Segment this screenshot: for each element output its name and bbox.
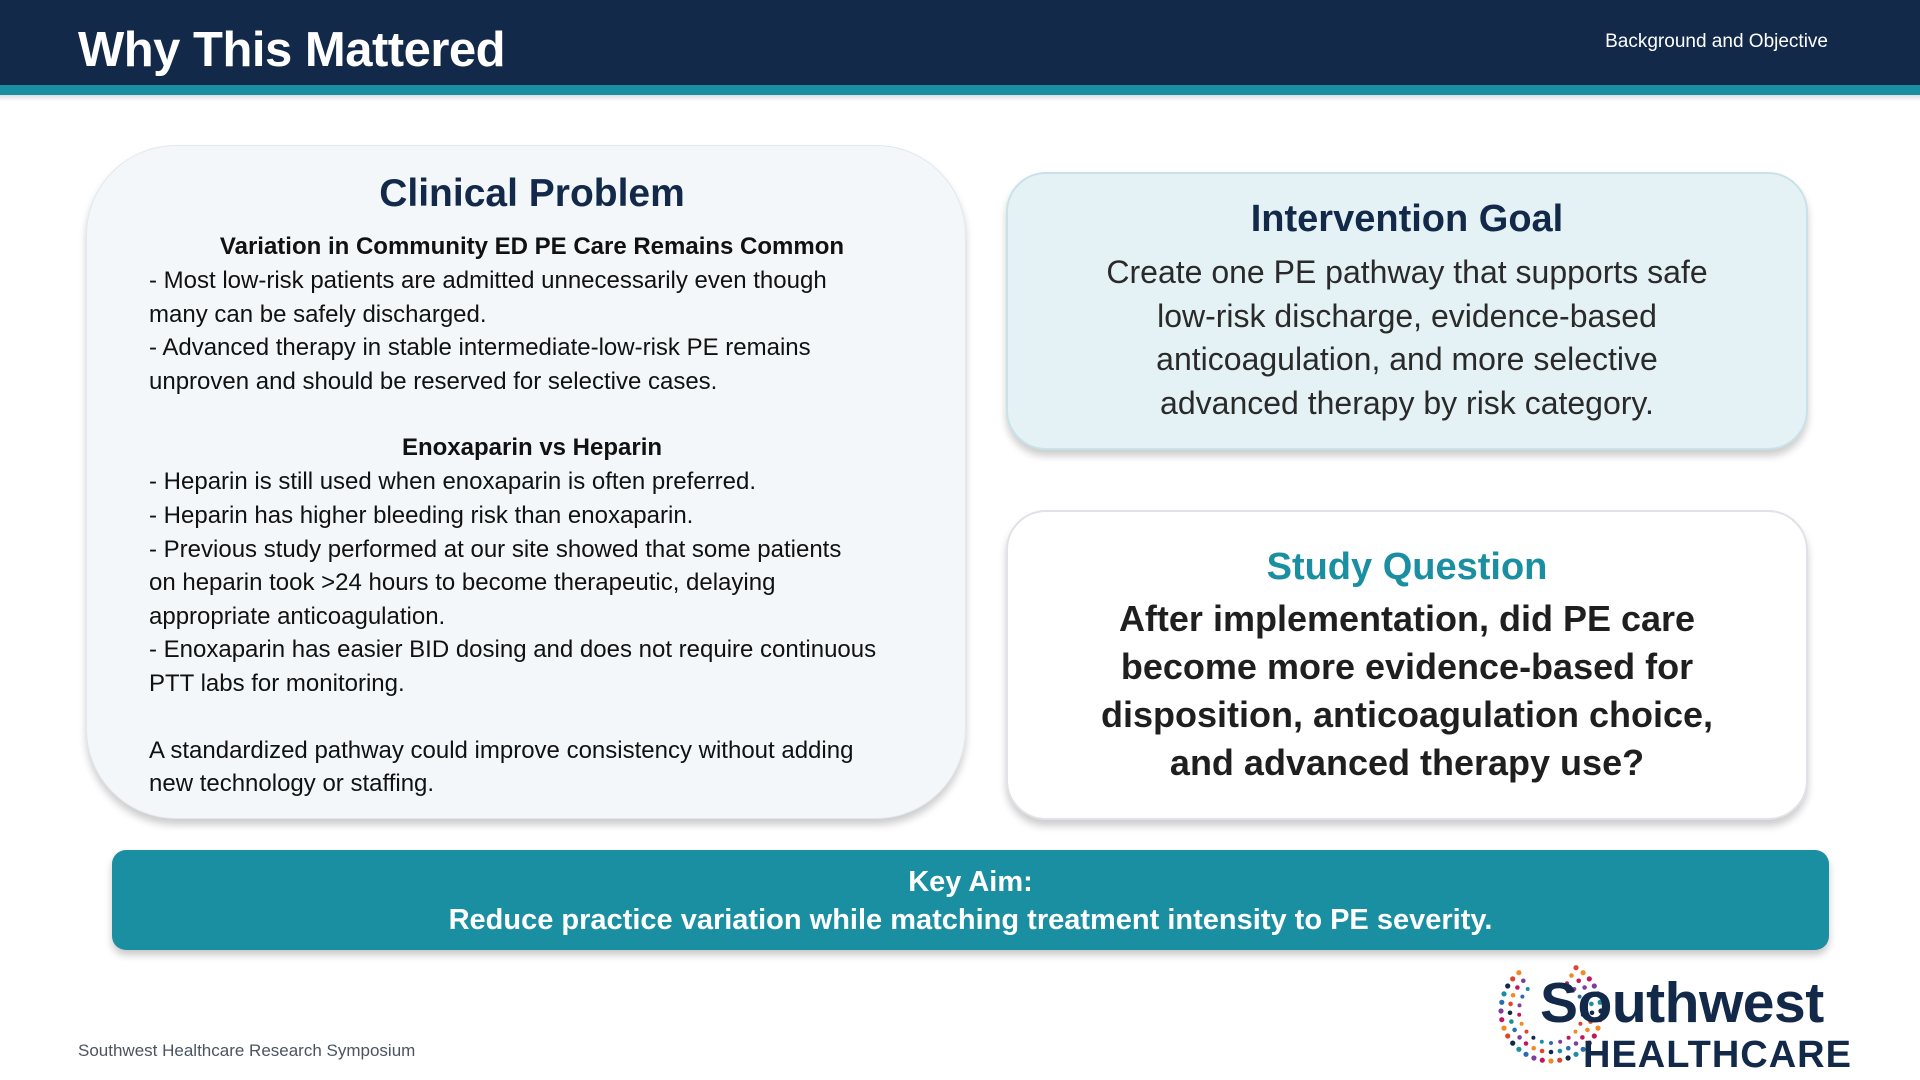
logo-dot	[1540, 1049, 1545, 1054]
clinical-problem-title: Clinical Problem	[379, 172, 685, 215]
logo-dot	[1573, 1052, 1578, 1057]
logo-dot	[1515, 985, 1520, 990]
header-shadow	[0, 95, 1920, 101]
question-line: After implementation, did PE care	[1118, 598, 1696, 639]
logo-dot	[1505, 983, 1510, 988]
intervention-goal-title: Intervention Goal	[1250, 198, 1564, 240]
key-aim-banner	[112, 850, 1829, 950]
logo-dot	[1523, 1052, 1528, 1057]
footer-text: Southwest Healthcare Research Symposium	[78, 1041, 416, 1060]
logo-dot	[1525, 1030, 1529, 1034]
problem-line: A standardized pathway could improve consistency without adding	[149, 736, 854, 764]
study-question-title: Study Question	[1266, 546, 1548, 588]
intervention-goal-text	[1008, 251, 1806, 425]
logo-dot	[1520, 995, 1524, 999]
enoxaparin-subheading: Enoxaparin vs Heparin	[401, 434, 663, 462]
goal-line: anticoagulation, and more selective	[1156, 341, 1658, 377]
logo-dot	[1499, 1000, 1504, 1005]
logo-dot	[1498, 1008, 1503, 1013]
logo-dot	[1558, 1040, 1562, 1044]
logo-dot	[1508, 1002, 1513, 1007]
key-aim-text: Reduce practice variation while matching treatment intensity to PE severity.	[448, 904, 1493, 936]
logo-dot	[1520, 1022, 1524, 1026]
logo-dot	[1540, 1058, 1545, 1063]
problem-line: appropriate anticoagulation.	[149, 602, 446, 630]
problem-line: unproven and should be reserved for selective cases.	[149, 367, 718, 395]
problem-line: many can be safely discharged.	[149, 300, 487, 328]
problem-line: PTT labs for monitoring.	[149, 669, 405, 697]
logo-dot	[1510, 976, 1515, 981]
logo-dot	[1531, 1046, 1536, 1051]
spacer	[149, 701, 915, 734]
logo-word-southwest: Southwest	[1540, 971, 1824, 1035]
goal-line: advanced therapy by risk category.	[1160, 384, 1654, 421]
problem-line: - Previous study performed at our site showed that some patients	[149, 535, 842, 563]
logo-dot	[1549, 1041, 1553, 1045]
question-line: and advanced therapy use?	[1169, 742, 1645, 783]
goal-line: low-risk discharge, evidence-based	[1157, 297, 1657, 334]
problem-line: - Heparin is still used when enoxaparin is often preferred.	[149, 468, 756, 496]
logo-dot	[1531, 1036, 1535, 1040]
study-question-card	[1006, 510, 1808, 820]
logo-dot	[1526, 987, 1530, 991]
intervention-goal-card	[1006, 172, 1808, 450]
problem-line: - Most low-risk patients are admitted unnecessarily even though	[149, 267, 827, 294]
problem-line: on heparin took >24 hours to become therapeutic, delaying	[149, 569, 776, 597]
logo-dot	[1566, 1046, 1571, 1051]
clinical-problem-card	[86, 145, 966, 819]
logo-dot	[1540, 1040, 1544, 1044]
logo-dot	[1511, 993, 1516, 998]
logo-dot	[1501, 991, 1506, 996]
logo-dot	[1548, 1058, 1553, 1063]
logo-dot	[1524, 1041, 1529, 1046]
question-line: become more evidence-based for	[1120, 646, 1694, 687]
section-label: Background and Objective	[1605, 31, 1828, 52]
logo-dot	[1521, 979, 1526, 984]
logo-dot	[1558, 1049, 1563, 1054]
variation-subheading: Variation in Community ED PE Care Remains Common	[219, 233, 845, 260]
logo-dot	[1557, 1058, 1562, 1063]
logo-dot	[1508, 1011, 1513, 1016]
key-aim-label: Key Aim:	[908, 866, 1033, 898]
header-stripe	[0, 85, 1920, 95]
southwest-healthcare-logo	[1496, 950, 1856, 1080]
logo-dot	[1510, 1041, 1515, 1046]
spacer	[149, 398, 915, 431]
logo-dot	[1499, 1017, 1504, 1022]
logo-dot	[1517, 1035, 1522, 1040]
logo-dot	[1566, 1055, 1571, 1060]
problem-line: new technology or staffing.	[149, 770, 435, 798]
slide-title: Why This Mattered	[78, 23, 506, 77]
logo-dot	[1501, 1026, 1506, 1031]
logo-dot	[1505, 1033, 1510, 1038]
logo-dot	[1517, 1013, 1521, 1017]
logo-dot	[1518, 1003, 1522, 1007]
logo-dot	[1574, 1041, 1579, 1046]
logo-dot	[1516, 970, 1521, 975]
study-question-text	[1008, 595, 1806, 787]
logo-dot	[1509, 1019, 1514, 1024]
logo-dot	[1516, 1047, 1521, 1052]
logo-dot	[1531, 1055, 1536, 1060]
problem-line: - Heparin has higher bleeding risk than enoxaparin.	[149, 501, 694, 529]
logo-dot	[1549, 1050, 1554, 1055]
logo-word-healthcare: HEALTHCARE	[1583, 1034, 1852, 1076]
problem-line: - Advanced therapy in stable intermediate-low-risk PE remains	[149, 334, 811, 362]
logo-dot	[1512, 1028, 1517, 1033]
logo-dot	[1567, 1036, 1571, 1040]
question-line: disposition, anticoagulation choice,	[1100, 694, 1714, 735]
problem-line: - Enoxaparin has easier BID dosing and does not require continuous	[149, 636, 877, 664]
goal-line: Create one PE pathway that supports safe	[1106, 254, 1708, 290]
